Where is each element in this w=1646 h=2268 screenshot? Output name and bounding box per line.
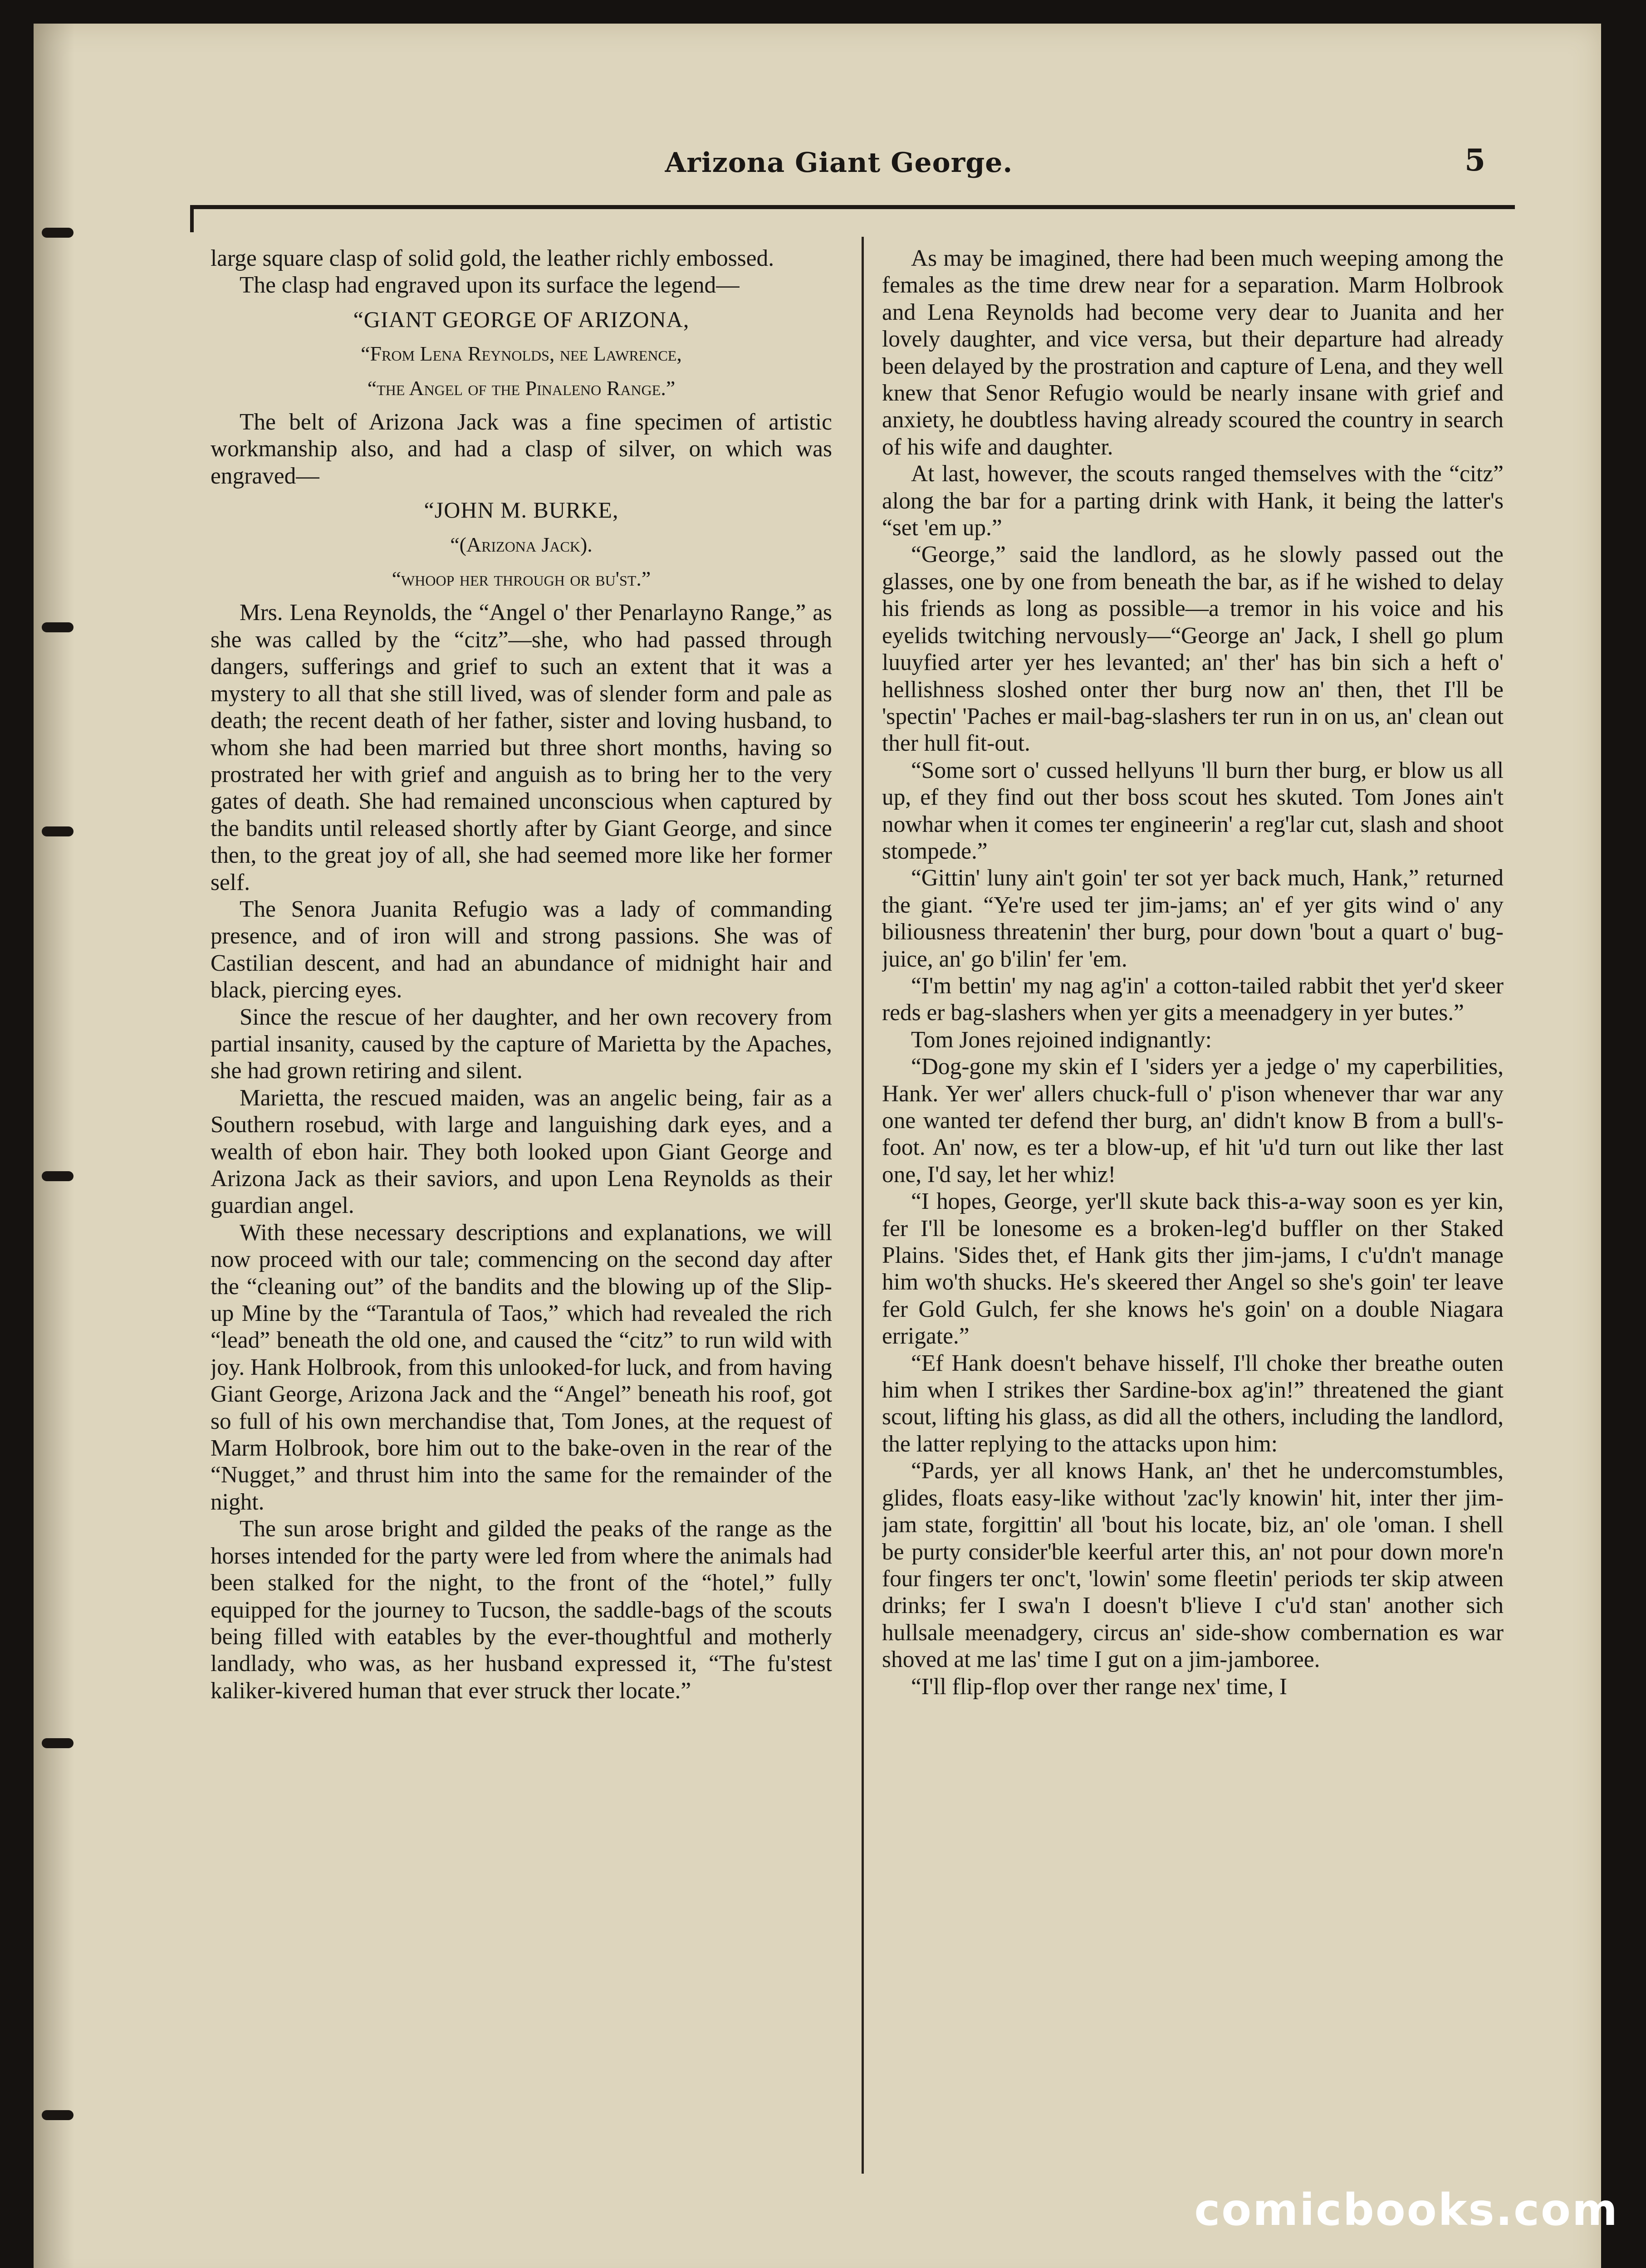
page-number: 5 xyxy=(1465,142,1485,178)
running-header-title: Arizona Giant George. xyxy=(665,147,1013,179)
header-rule xyxy=(190,205,1515,209)
book-page xyxy=(34,24,1601,2268)
paragraph: The Senora Juanita Refugio was a lady of commanding presence, and of iron will and strong passions. She was of Castilian descent, and had an abundance of midnight hair and black, piercing eyes. xyxy=(211,896,832,1003)
right-text-column xyxy=(882,245,1504,2195)
paragraph: The belt of Arizona Jack was a fine specimen of artistic workmanship also, and had a clasp of silver, on which was engraved— xyxy=(211,409,832,489)
paragraph: Since the rescue of her daughter, and her own recovery from partial insanity, caused by the capture of Marietta by the Apaches, she had grown retiring and silent. xyxy=(211,1004,832,1084)
paragraph: large square clasp of solid gold, the leather richly embossed. xyxy=(211,245,774,271)
paragraph: Tom Jones rejoined indignantly: xyxy=(911,1026,1212,1053)
paragraph: The clasp had engraved upon its surface the legend— xyxy=(240,272,740,298)
binding-stitch xyxy=(42,228,73,238)
paragraph: Mrs. Lena Reynolds, the “Angel o' ther Penarlayno Range,” as she was called by the “citz”—she, who had passed through dangers, sufferings and grief to such an extent that it was a mystery to all that she still lived, was of slender form and pale as death; the recent death of her father, sister and loving husband, to whom she had been married but three short months, having so prostrated her with grief and anguish as to bring her to the very gates of death. She had remained unconscious when captured by the bandits until released shortly after by Giant George, and since then, to the great joy of all, she had seemed more like her former self. xyxy=(211,600,832,895)
centered-inscription: “From Lena Reynolds, nee Lawrence, xyxy=(361,342,682,366)
centered-inscription: “JOHN M. BURKE, xyxy=(424,497,619,523)
paragraph: “Ef Hank doesn't behave hisself, I'll choke ther breathe outen him when I strikes ther Sardine-box ag'in!” threatened the giant scout, lifting his glass, as did all the others, including the landlord, the latter replying to the attacks upon him: xyxy=(882,1350,1504,1457)
paragraph: “Gittin' luny ain't goin' ter sot yer back much, Hank,” returned the giant. “Ye're used ter jim-jams; an' ef yer gits wind o' any biliousness threatenin' ther burg, pour down 'bout a quart o' bug-juice, an' go b'ilin' fer 'em. xyxy=(882,865,1504,972)
header-rule-tick xyxy=(190,205,194,232)
centered-inscription: “whoop her through or bu'st.” xyxy=(392,567,651,591)
paragraph: “I hopes, George, yer'll skute back this-a-way soon es yer kin, fer I'll be lonesome es a broken-leg'd buffler on ther Staked Plains. 'Sides thet, ef Hank gits ther jim-jams, I c'u'dn't manage him wo'th shucks. He's skeered ther Angel so she's goin' ter leave fer Gold Gulch, fer she knows he's goin' on a double Niagara errigate.” xyxy=(882,1188,1504,1349)
paragraph: “I'm bettin' my nag ag'in' a cotton-tailed rabbit thet yer'd skeer reds er bag-slashers when yer gits a meenadgery in yer butes.” xyxy=(882,973,1504,1026)
centered-inscription: “the Angel of the Pinaleno Range.” xyxy=(367,376,676,400)
paragraph: Marietta, the rescued maiden, was an angelic being, fair as a Southern rosebud, with large and languishing dark eyes, and a wealth of ebon hair. They both looked upon Giant George and Arizona Jack as their saviors, and upon Lena Reynolds as their guardian angel. xyxy=(211,1085,832,1219)
column-divider xyxy=(862,237,864,2174)
watermark: comicbooks.com xyxy=(1194,2185,1619,2235)
centered-inscription: “(Arizona Jack). xyxy=(450,533,593,556)
paragraph: With these necessary descriptions and explanations, we will now proceed with our tale; commencing on the second day after the “cleaning out” of the bandits and the blowing up of the Slip-up Mine by the “Tarantula of Taos,” which had revealed the rich “lead” beneath the old one, and caused the “citz” to run wild with joy. Hank Holbrook, from this unlooked-for luck, and from having Giant George, Arizona Jack and the “Angel” beneath his roof, got so full of his own merchandise that, Tom Jones, at the request of Marm Holbrook, bore him out to the bake-oven in the rear of the “Nugget,” and thrust him into the same for the remainder of the night. xyxy=(211,1219,832,1515)
paragraph: “I'll flip-flop over ther range nex' time, I xyxy=(911,1673,1288,1700)
binding-gutter xyxy=(34,24,74,2268)
binding-stitch xyxy=(42,622,73,632)
binding-stitch xyxy=(42,1171,73,1181)
paragraph: At last, however, the scouts ranged themselves with the “citz” along the bar for a parting drink with Hank, it being the latter's “set 'em up.” xyxy=(882,461,1504,541)
binding-stitch xyxy=(42,826,73,836)
paragraph: “Dog-gone my skin ef I 'siders yer a jedge o' my caperbilities, Hank. Yer wer' allers chuck-full o' p'ison whenever thar war any one wanted ter defend ther burg, an' didn't know B from a bull's-foot. An' now, es ter a blow-up, ef hit 'u'd turn out like ther last one, I'd say, let her whiz! xyxy=(882,1054,1504,1188)
paragraph: The sun arose bright and gilded the peaks of the range as the horses intended for the party were led from where the animals had been stalked for the night, to the front of the “hotel,” fully equipped for the journey to Tucson, the saddle-bags of the scouts being filled with eatables by the ever-thoughtful and motherly landlady, who was, as her husband expressed it, “The fu'stest kaliker-kivered human that ever struck ther locate.” xyxy=(211,1516,832,1704)
paragraph: As may be imagined, there had been much weeping among the females as the time drew near for a separation. Marm Holbrook and Lena Reynolds had become very dear to Juanita and her lovely daughter, and vice versa, but their departure had already been delayed by the prostration and capture of Lena, and they well knew that Senor Refugio would be nearly insane with grief and anxiety, he doubtless having already scoured the country in search of his wife and daughter. xyxy=(882,245,1504,460)
paragraph: “Pards, yer all knows Hank, an' thet he undercomstumbles, glides, floats easy-like without 'zac'ly knowin' hit, inter ther jim-jam state, forgittin' all 'bout his locate, biz, an' ole 'oman. I shell be purty consider'ble keerful arter this, an' not pour down more'n four fingers ter onc't, 'lowin' some fleetin' periods ter skip atween drinks; fer I swa'n I doesn't b'lieve I c'u'd stan' another sich hullsale meenadgery, circus an' side-show combernation es war shoved at me las' time I gut on a jim-jamboree. xyxy=(882,1458,1504,1673)
paragraph: “Some sort o' cussed hellyuns 'll burn ther burg, er blow us all up, ef they find out ther boss scout hes skuted. Tom Jones ain't nowhar when it comes ter engineerin' a reg'lar cut, slash and shoot stompede.” xyxy=(882,757,1504,864)
centered-inscription: “GIANT GEORGE OF ARIZONA, xyxy=(353,306,690,332)
paragraph: “George,” said the landlord, as he slowly passed out the glasses, one by one from beneath the bar, as if he wished to delay his friends as long as possible—a tremor in his voice and his eyelids twitching nervously—“George an' Jack, I shell go plum luuyfied arter yer hes levanted; an' ther' has bin sich a heft o' hellishness sloshed onter ther burg now an' then, thet I'll be 'spectin' 'Paches er mail-bag-slashers ter run in on us, an' clean out ther hull fit-out. xyxy=(882,542,1504,757)
binding-stitch xyxy=(42,1738,73,1748)
binding-stitch xyxy=(42,2110,73,2120)
left-text-column xyxy=(211,245,832,2195)
